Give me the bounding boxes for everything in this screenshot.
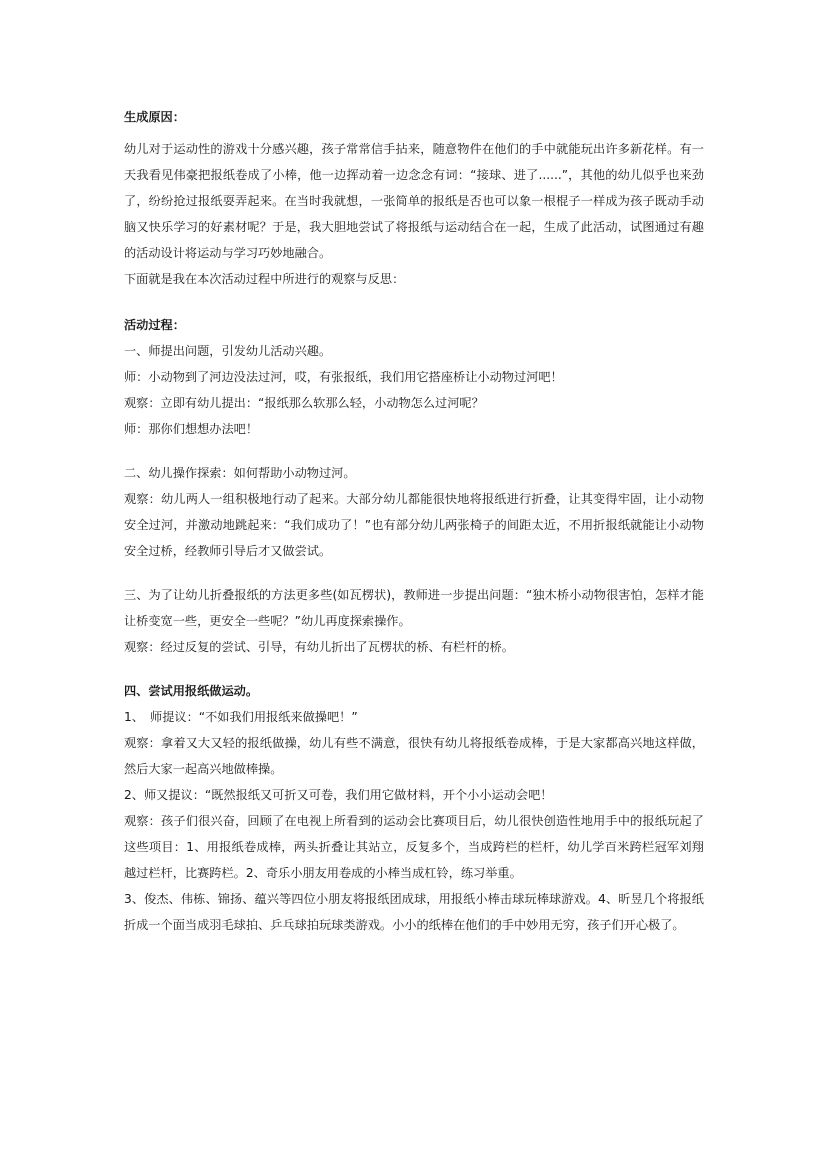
- heading-process: 活动过程：: [124, 318, 185, 332]
- step2-title: 二、幼儿操作探索：如何帮助小动物过河。: [124, 466, 356, 480]
- step4-observation2: 观察：孩子们很兴奋，回顾了在电视上所看到的运动会比赛项目后，幼儿很快创造性地用手中的报纸玩起了这些项目：1、用报纸卷成棒，两头折叠让其站立，反复多个，当成跨栏的栏杆，幼儿学百米跨栏冠军刘翔越过栏杆，比赛跨栏。2、奇乐小朋友用卷成的小棒当成杠铃，练习举重。: [124, 814, 704, 880]
- step4-item2: 2、师又提议：“既然报纸又可折又可卷，我们用它做材料，开个小小运动会吧！: [124, 788, 553, 802]
- step1-line3: 师：那你们想想办法吧！: [124, 422, 259, 436]
- step3-title: 三、为了让幼儿折叠报纸的方法更多些(如瓦楞状)，教师进一步提出问题：“独木桥小动物很害怕，怎样才能让桥变宽一些，更安全一些呢？”幼儿再度探索操作。: [124, 588, 704, 628]
- step1-line2: 观察：立即有幼儿提出：“报纸那么软那么轻，小动物怎么过河呢？: [124, 396, 484, 410]
- step3-observation: 观察：经过反复的尝试、引导，有幼儿折出了瓦楞状的桥、有栏杆的桥。: [124, 640, 514, 654]
- step2-observation: 观察：幼儿两人一组积极地行动了起来。大部分幼儿都能很快地将报纸进行折叠，让其变得牢固，让小动物安全过河，并激动地跳起来：“我们成功了！”也有部分幼儿两张椅子的间距太近，不用折报纸就能让小动物安全过桥，经教师引导后才又做尝试。: [124, 492, 704, 558]
- step4-item1: 1、 师提议：“不如我们用报纸来做操吧！”: [124, 710, 358, 724]
- step4-observation1: 观察：拿着又大又轻的报纸做操，幼儿有些不满意，很快有幼儿将报纸卷成棒，于是大家都高兴地这样做，然后大家一起高兴地做棒操。: [124, 736, 704, 776]
- step1-line1: 师：小动物到了河边没法过河，哎，有张报纸，我们用它搭座桥让小动物过河吧！: [124, 370, 563, 384]
- step1-title: 一、师提出问题，引发幼儿活动兴趣。: [124, 344, 332, 358]
- paragraph-cause-1: 幼儿对于运动性的游戏十分感兴趣，孩子常常信手拈来，随意物件在他们的手中就能玩出许多新花样。有一天我看见伟豪把报纸卷成了小棒，他一边挥动着一边念念有词：“接球、进了......”，其他的幼儿似乎也来劲了，纷纷抢过报纸耍弄起来。在当时我就想，一张简单的报纸是否也可以象一根棍子一样成为孩子既动手动脑又快乐学习的好素材呢？于是，我大胆地尝试了将报纸与运动结合在一起，生成了此活动，试图通过有趣的活动设计将运动与学习巧妙地融合。: [124, 142, 704, 260]
- step4-title: 四、尝试用报纸做运动。: [124, 684, 259, 698]
- heading-cause: 生成原因：: [124, 110, 185, 124]
- paragraph-cause-2: 下面就是我在本次活动过程中所进行的观察与反思：: [124, 272, 405, 286]
- step4-observation3: 3、俊杰、伟栋、锦扬、蕴兴等四位小朋友将报纸团成球，用报纸小棒击球玩棒球游戏。4、昕昱几个将报纸折成一个面当成羽毛球拍、乒乓球拍玩球类游戏。小小的纸棒在他们的手中妙用无穷，孩子们开心极了。: [124, 892, 704, 932]
- document-body: [124, 104, 704, 938]
